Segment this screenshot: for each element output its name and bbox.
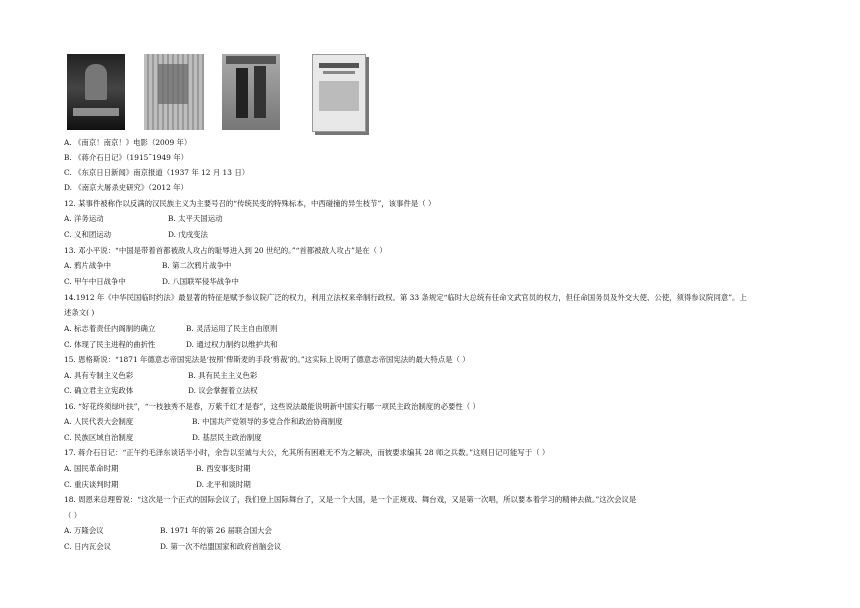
diary-image	[144, 54, 204, 130]
q12-option-a: A. 洋务运动	[64, 214, 104, 223]
newspaper-header	[226, 56, 276, 64]
newspaper-image	[222, 54, 280, 130]
book-cover-image	[312, 54, 366, 132]
q12-option-b: B. 太平天国运动	[168, 214, 223, 223]
q18-option-d: D. 第一次不结盟国家和政府首脑会议	[160, 542, 282, 551]
q14-stem-line2: 述条文( )	[64, 308, 95, 317]
q17-option-d: D. 北平和谈时期	[196, 480, 251, 489]
q15-option-a: A. 具有专制主义色彩	[64, 371, 134, 380]
q16-option-d: D. 基层民主政治制度	[192, 433, 262, 442]
q16-option-a: A. 人民代表大会制度	[64, 417, 134, 426]
q12-stem: 12. 某事件被称作以反满的汉民族主义为主要号召的“传统民变的特殊标本，中西碰撞的异生枝节”，该事件是（ ）	[64, 199, 436, 208]
q15-stem: 15. 恩格斯说：“1871 年德意志帝国宪法是‘按照’俾斯麦的手段‘剪裁’的。”这实际上说明了德意志帝国宪法的最大特点是（ ）	[64, 355, 470, 364]
q14-option-b: B. 灵活运用了民主自由原则	[186, 324, 278, 333]
q18-stem-line2: （ ）	[64, 511, 82, 520]
newspaper-person-2	[254, 66, 266, 118]
book-title-art	[319, 63, 359, 68]
q14-stem-line1: 14.1912 年《中华民国临时约法》最显著的特征是赋予参议院广泛的权力，利用立法权来牵制行政权。第 33 条规定“临时大总统有任命文武官员的权力，但任命国务员及外交大使、公使，须得参议院同意”。上	[64, 293, 747, 302]
q15-option-d: D. 议会掌握着立法权	[188, 386, 258, 395]
q12-option-c: C. 义和团运动	[64, 230, 112, 239]
q13-option-d: D. 八国联军侵华战争中	[162, 277, 239, 286]
poster-caption-art	[73, 108, 119, 116]
q15-option-b: B. 具有民主主义色彩	[188, 371, 258, 380]
q13-option-c: C. 甲午中日战争中	[64, 277, 126, 286]
q12-option-d: D. 戊戌变法	[168, 230, 208, 239]
q18-option-a: A. 万隆会议	[64, 526, 104, 535]
book-subtitle-art	[323, 71, 355, 74]
q11-option-b: B. 《蒋介石日记》（1915˜1949 年）	[64, 153, 188, 162]
q11-option-d: D. 《南京大屠杀史研究》（2012 年）	[64, 183, 188, 192]
q17-option-c: C. 重庆谈判时期	[64, 480, 119, 489]
book-cover-band	[319, 81, 359, 111]
diary-text-block	[158, 64, 188, 104]
q14-option-c: C. 体现了民主进程的曲折性	[64, 340, 156, 349]
q13-option-a: A. 鸦片战争中	[64, 261, 111, 270]
q17-stem: 17. 蒋介石日记：“正午约毛泽东谈话半小时，余告以至诚与大公，允其所有困难无不为之解决，而彼要求编其 28 师之兵数。”这则日记可能写于（ ）	[64, 448, 550, 457]
q18-stem-line1: 18. 周恩来总理曾说：“这次是一个正式的国际会议了，我们登上国际舞台了，又是一个大国，是一个正规戏、舞台戏，又是第一次唱，所以要本着学习的精神去做。”这次会议是	[64, 495, 637, 504]
q11-option-a: A. 《南京！南京！》电影（2009 年）	[64, 138, 192, 147]
q18-option-b: B. 1971 年的第 26 届联合国大会	[160, 526, 272, 535]
poster-figure	[85, 64, 107, 100]
movie-poster-image	[67, 54, 125, 130]
q14-option-a: A. 标志着责任内阁制的确立	[64, 324, 156, 333]
q14-option-d: D. 通过权力制约以维护共和	[186, 340, 278, 349]
q16-option-b: B. 中国共产党领导的多党合作和政治协商制度	[192, 417, 343, 426]
q16-stem: 16. “好花终须绿叶扶”，“一枝独秀不是春，万紫千红才是春”，这些说法最能说明新中国实行哪一项民主政治制度的必要性（ ）	[64, 402, 480, 411]
newspaper-person-1	[236, 68, 248, 118]
q11-option-c: C. 《东京日日新闻》南京报道（1937 年 12 月 13 日）	[64, 168, 250, 177]
q17-option-a: A. 国民革命时期	[64, 464, 119, 473]
q13-option-b: B. 第二次鸦片战争中	[162, 261, 232, 270]
q13-stem: 13. 邓小平说：“中国是带着首都被敌人攻占的耻辱进入到 20 世纪的。”“首都被敌人攻占”是在（ ）	[64, 246, 387, 255]
q18-option-c: C. 日内瓦会议	[64, 542, 112, 551]
q17-option-b: B. 西安事变时期	[196, 464, 251, 473]
q16-option-c: C. 民族区域自治制度	[64, 433, 134, 442]
q15-option-c: C. 确立君主立宪政体	[64, 386, 134, 395]
